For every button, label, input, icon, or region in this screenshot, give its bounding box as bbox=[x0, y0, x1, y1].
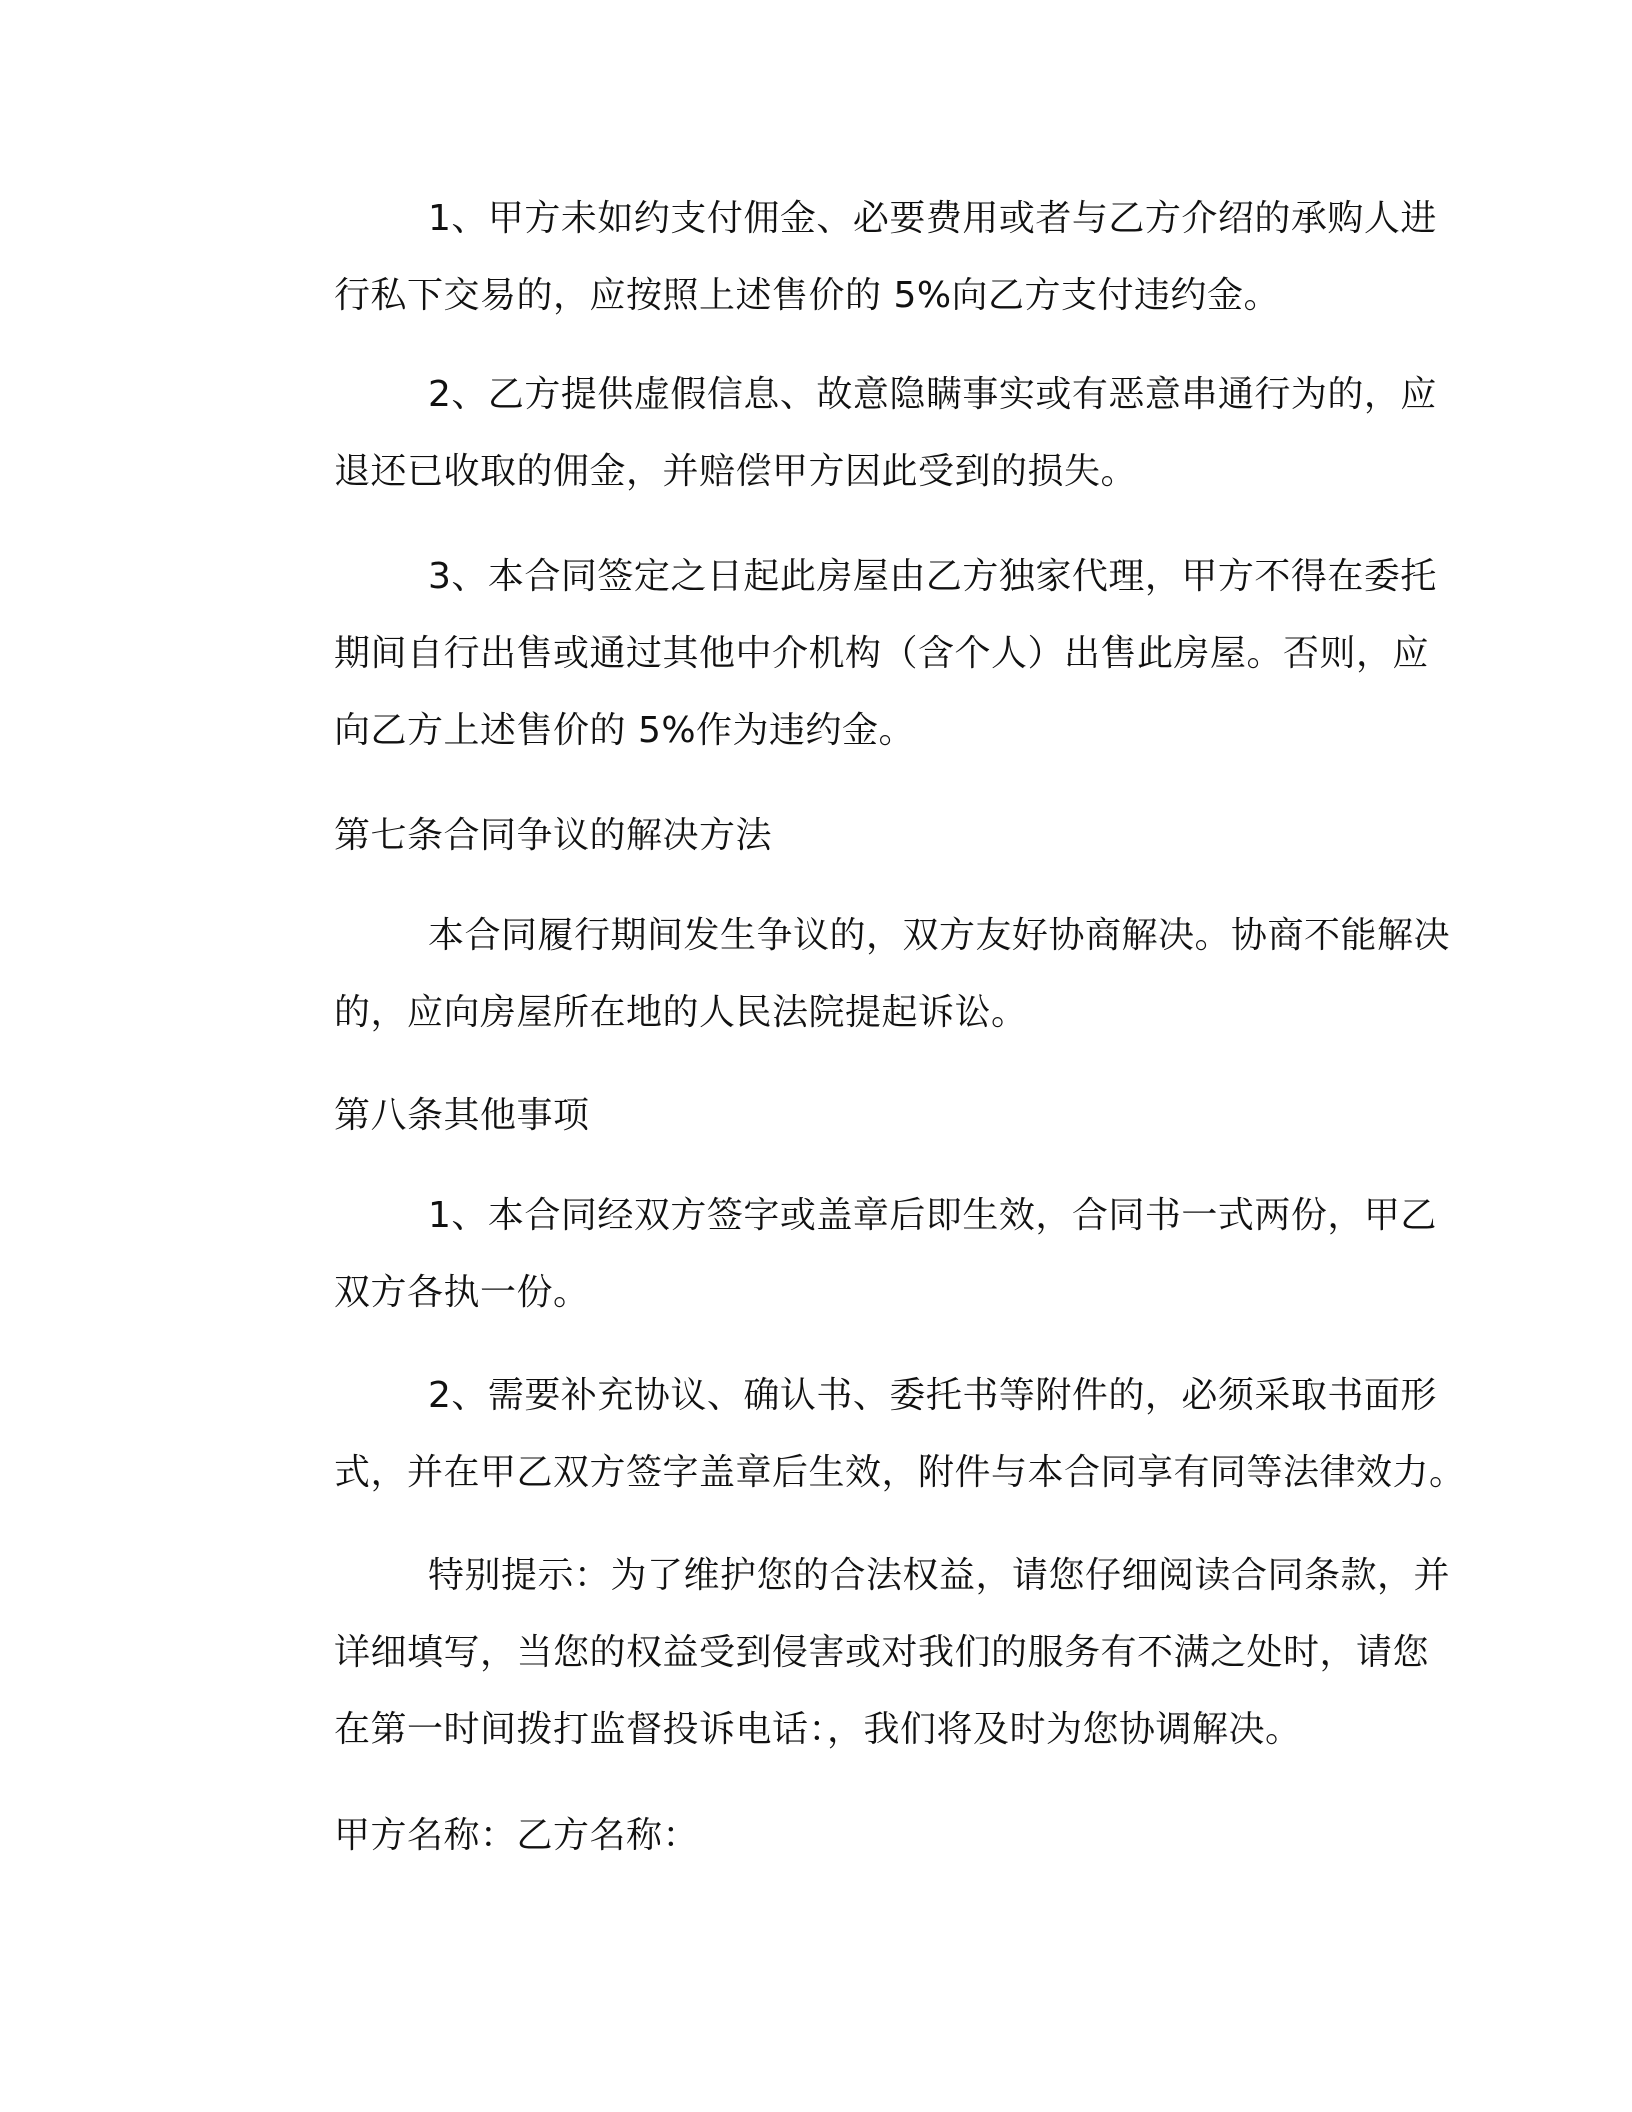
clause-paragraph-1 bbox=[240, 180, 1437, 334]
text-line: 退还已收取的佣金，并赔偿甲方因此受到的损失。 bbox=[334, 451, 1138, 492]
text-line: 向乙方上述售价的 5%作为违约金。 bbox=[334, 710, 916, 751]
text-line: 式，并在甲乙双方签字盖章后生效，附件与本合同享有同等法律效力。 bbox=[334, 1452, 1466, 1493]
text-line: 特别提示：为了维护您的合法权益，请您仔细阅读合同条款，并 bbox=[428, 1555, 1451, 1596]
party-names-line: 甲方名称：乙方名称： bbox=[334, 1815, 700, 1856]
section-heading-7: 第七条合同争议的解决方法 bbox=[334, 815, 773, 856]
text-line: 3、本合同签定之日起此房屋由乙方独家代理，甲方不得在委托 bbox=[428, 556, 1437, 597]
text-line: 2、乙方提供虚假信息、故意隐瞒事实或有恶意串通行为的，应 bbox=[428, 374, 1437, 415]
text-line: 期间自行出售或通过其他中介机构（含个人）出售此房屋。否则，应 bbox=[334, 633, 1430, 674]
text-line: 1、甲方未如约支付佣金、必要费用或者与乙方介绍的承购人进 bbox=[428, 198, 1437, 239]
section-heading-8: 第八条其他事项 bbox=[334, 1095, 590, 1136]
text-line: 2、需要补充协议、确认书、委托书等附件的，必须采取书面形 bbox=[428, 1375, 1437, 1416]
text-line: 详细填写，当您的权益受到侵害或对我们的服务有不满之处时，请您 bbox=[334, 1632, 1430, 1673]
dispute-paragraph bbox=[240, 897, 1451, 1051]
other-clause-paragraph-2 bbox=[240, 1357, 1466, 1511]
text-line: 双方各执一份。 bbox=[334, 1272, 590, 1313]
other-clause-paragraph-1 bbox=[240, 1177, 1437, 1331]
clause-paragraph-3 bbox=[240, 538, 1437, 769]
text-line: 行私下交易的，应按照上述售价的 5%向乙方支付违约金。 bbox=[334, 275, 1281, 316]
text-line: 1、本合同经双方签字或盖章后即生效，合同书一式两份，甲乙 bbox=[428, 1195, 1437, 1236]
text-line: 在第一时间拨打监督投诉电话：，我们将及时为您协调解决。 bbox=[334, 1709, 1302, 1750]
text-line: 本合同履行期间发生争议的，双方友好协商解决。协商不能解决 bbox=[428, 915, 1451, 956]
clause-paragraph-2 bbox=[240, 356, 1437, 510]
text-line: 的，应向房屋所在地的人民法院提起诉讼。 bbox=[334, 992, 1028, 1033]
special-notice-paragraph bbox=[240, 1537, 1451, 1768]
